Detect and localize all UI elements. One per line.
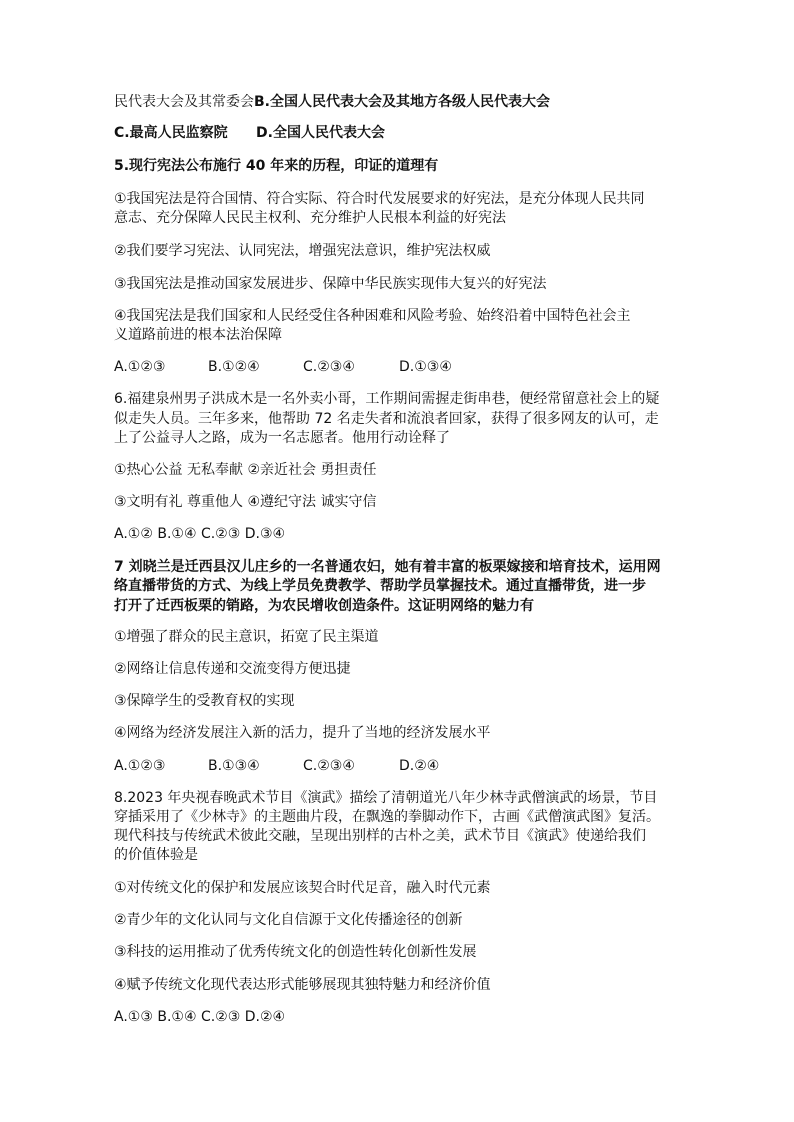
q5-option-d: D.①③④ <box>399 359 452 375</box>
q7-statement-4: ④网络为经济发展注入新的活力，提升了当地的经济发展水平 <box>114 725 491 741</box>
q7-option-d: D.②④ <box>399 758 440 774</box>
q6-stem-line1: 6.福建泉州男子洪成木是一名外卖小哥，工作期间需握走街串巷，便经常留意社会上的疑 <box>114 391 660 407</box>
q5-statement-2: ②我们要学习宪法、认同宪法，增强宪法意识，维护宪法权威 <box>114 243 491 259</box>
q8-stem-line4: 的价值体验是 <box>114 847 198 863</box>
q5-stem: 5.现行宪法公布施行 40 年来的历程，印证的道理有 <box>114 158 439 174</box>
q8-options: A.①③ B.①④ C.②③ D.②④ <box>114 1009 286 1025</box>
q4-line1 <box>114 93 684 111</box>
q4-option-b: B.全国人民代表大会及其地方各级人民代表大会 <box>254 94 550 110</box>
q8-statement-4: ④赋予传统文化现代表达形式能够展现其独特魅力和经济价值 <box>114 977 491 993</box>
q5-options <box>114 358 684 376</box>
q7-stem-line1: 7 刘晓兰是迁西县汉儿庄乡的一名普通农妇，她有着丰富的板栗嫁接和培育技术，运用网 <box>114 559 661 575</box>
q8-statement-3: ③科技的运用推动了优秀传统文化的创造性转化创新性发展 <box>114 944 477 960</box>
q5-statement-1-line1: ①我国宪法是符合国情、符合实际、符合时代发展要求的好宪法，是充分体现人民共同 <box>114 191 645 207</box>
q7-options <box>114 757 684 775</box>
q4-options-cd <box>114 124 684 142</box>
q8-stem-line3: 现代科技与传统武术彼此交融，呈现出别样的古朴之美，武术节目《演武》使递给我们 <box>114 828 646 844</box>
q5-statement-4-line2: 义道路前进的根本法治保障 <box>114 327 282 343</box>
q8-statement-2: ②青少年的文化认同与文化自信源于文化传播途径的创新 <box>114 912 463 928</box>
q7-option-b: B.①③④ <box>208 758 260 774</box>
q6-statements-1-2: ①热心公益 无私奉献 ②亲近社会 勇担责任 <box>114 462 377 478</box>
q7-statement-2: ②网络让信息传递和交流变得方便迅捷 <box>114 661 351 677</box>
q8-stem-line2: 穿插采用了《少林寺》的主题曲片段，在飘逸的拳脚动作下，古画《武僧演武图》复活。 <box>114 809 660 825</box>
q5-statement-3: ③我国宪法是推动国家发展进步、保障中华民族实现伟大复兴的好宪法 <box>114 276 547 292</box>
q7-stem-line2: 络直播带货的方式、为线上学员免费教学、帮助学员掌握技术。通过直播带货，进一步 <box>114 578 646 594</box>
q6-stem-line3: 上了公益寻人之路，成为一名志愿者。他用行动诠释了 <box>114 430 450 446</box>
q6-stem-line2: 似走失人员。三年多来，他帮助 72 名走失者和流浪者回家，获得了很多网友的认可，走 <box>114 411 659 427</box>
q7-option-a: A.①②③ <box>114 758 166 774</box>
q6-options: A.①② B.①④ C.②③ D.③④ <box>114 526 286 542</box>
q7-option-c: C.②③④ <box>303 758 355 774</box>
q8-statement-1: ①对传统文化的保护和发展应该契合时代足音，融入时代元素 <box>114 880 491 896</box>
q7-stem-line3: 打开了迁西板栗的销路，为农民增收创造条件。这证明网络的魅力有 <box>114 598 534 614</box>
q6-statements-3-4: ③文明有礼 尊重他人 ④遵纪守法 诚实守信 <box>114 494 377 510</box>
q5-statement-1-line2: 意志、充分保障人民民主权利、充分维护人民根本利益的好宪法 <box>114 210 506 226</box>
q7-statement-1: ①增强了群众的民主意识，拓宽了民主渠道 <box>114 629 379 645</box>
q5-statement-4-line1: ④我国宪法是我们国家和人民经受住各种困难和风险考验、始终沿着中国特色社会主 <box>114 308 631 324</box>
q5-option-b: B.①②④ <box>208 359 260 375</box>
q4-option-d: D.全国人民代表大会 <box>256 125 385 141</box>
q7-statement-3: ③保障学生的受教育权的实现 <box>114 693 295 709</box>
q5-option-a: A.①②③ <box>114 359 166 375</box>
q5-option-c: C.②③④ <box>303 359 355 375</box>
q8-stem-line1: 8.2023 年央视春晚武术节目《演武》描绘了清朝道光八年少林寺武僧演武的场景，节目 <box>114 790 658 806</box>
q4-option-c: C.最高人民监察院 <box>114 125 228 141</box>
q4-option-a-tail: 民代表大会及其常委会 <box>114 94 254 110</box>
